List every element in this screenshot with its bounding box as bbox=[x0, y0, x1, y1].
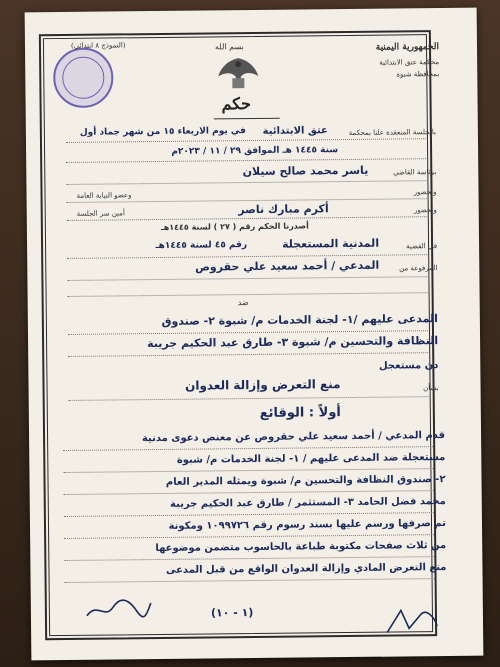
case-type-note: دن مستعجل bbox=[378, 360, 439, 372]
document-title: حكم bbox=[221, 94, 252, 114]
member-label: وبحضور bbox=[413, 188, 437, 197]
header-governorate: بمحافظة شبوة bbox=[396, 70, 440, 79]
case-subject: منع التعرض وإزالة العدوان bbox=[184, 377, 341, 393]
clerk-label: أمين سر الجلسة bbox=[76, 209, 126, 218]
clerk-name: أكرم مبارك ناصر bbox=[238, 202, 329, 217]
left-signature bbox=[83, 593, 153, 624]
against-label: ضد bbox=[237, 298, 249, 308]
facts-line-3: ٢- صندوق النظافة والتحسين م/ شبوة ويمثله المدير العام bbox=[165, 474, 446, 488]
facts-line-1: قدم المدعي / أحمد سعيد علي حقروص عن معنص دعوى مدنية bbox=[141, 430, 446, 445]
basmala: بسم الله bbox=[214, 42, 244, 52]
plaintiff-name: المدعي / أحمد سعيد علي حقروص bbox=[195, 258, 380, 274]
facts-line-2: مستعجلة ضد المدعى عليهم / ١- لجنة الخدمات م/ شبوة bbox=[176, 452, 446, 466]
judge-label: برئاسة القاضي bbox=[393, 168, 437, 177]
document-page bbox=[25, 8, 484, 661]
session-year: سنة ١٤٤٥ هـ الموافق ٢٩ / ١١ / ٢٠٢٣م bbox=[171, 145, 339, 157]
facts-line-4: محمد فضل الحامد ٣- المستثمر / طارق عبد الحكيم جريبة bbox=[169, 496, 446, 510]
case-number: رقم ٤٥ لسنة ١٤٤٥هـ bbox=[155, 240, 248, 252]
subject-label: بشأن bbox=[423, 384, 439, 393]
page-number: (١ - ١٠) bbox=[210, 606, 254, 620]
case-type: المدنية المستعجلة bbox=[281, 236, 380, 251]
defendants-line-2: النظافة والتحسين م/ شبوة ٣- طارق عبد الحكيم جريبة bbox=[147, 334, 439, 351]
session-label: بالجلسة المنعقدة علنا بمحكمة bbox=[348, 128, 436, 137]
court-name: عتق الابتدائية bbox=[262, 125, 328, 137]
judge-name: ياسر محمد صالح سيلان bbox=[242, 163, 369, 179]
filed-by-label: المرفوعة من bbox=[399, 264, 438, 273]
facts-line-7: منع التعرض المادي وإزالة العدوان الواقع من قبل المدعى bbox=[165, 561, 447, 576]
republic-emblem-icon bbox=[215, 54, 261, 92]
header-court: محكمة عتق الابتدائية bbox=[379, 58, 440, 67]
form-label: (النموذج ٨ ابتدائي) bbox=[70, 41, 126, 50]
prosecution-label: وعضو النيابة العامة bbox=[76, 191, 132, 200]
defendants-line-1: المدعى عليهم /١- لجنة الخدمات م/ شبوة ٢- صندوق bbox=[161, 312, 438, 328]
session-day-date: في يوم الاربعاء ١٥ من شهر جماد أول bbox=[79, 126, 246, 138]
header-republic: الجمهورية اليمنية bbox=[375, 42, 440, 53]
facts-line-6: من ثلاث صفحات مكتوبة طباعة بالحاسوب متضمن موضوعها bbox=[155, 539, 447, 555]
stamp-inner-ring bbox=[62, 57, 104, 99]
facts-line-5: تم صرفها ورسم عليها بسند رسوم رقم ١٠٩٩٧٢٦ ومكونة bbox=[168, 518, 447, 532]
case-label: في القضية bbox=[406, 242, 438, 251]
right-signature bbox=[381, 604, 441, 639]
verdict-number: أصدرنا الحكم رقم ( ٢٧ ) لسنة ١٤٤٥هـ bbox=[160, 221, 309, 232]
facts-heading: أولاً : الوقائع bbox=[259, 405, 341, 421]
attendance-label: وبحضور bbox=[413, 206, 437, 215]
court-stamp bbox=[53, 47, 114, 108]
